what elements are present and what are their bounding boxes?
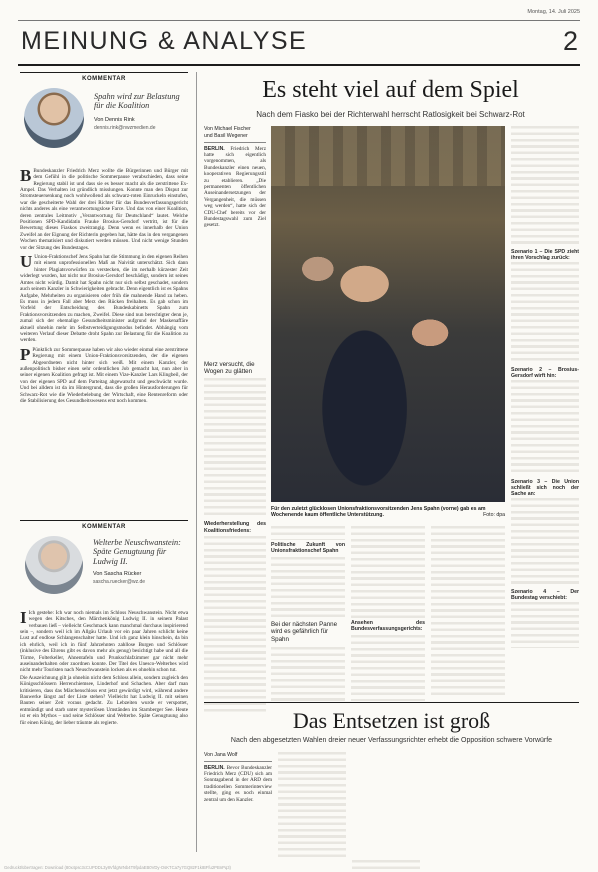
author-photo [25,536,83,594]
article-2-headline: Das Entsetzen ist groß [292,708,491,733]
article-lead: Friedrich Merz hatte sich eigentlich vorgenommen, als Bundeskanzler einen neuen, kooperativen Regierungsstil zu etablieren. „Die permanenten öffentlichen Auseinandersetzungen der Vergangenheit, die müssen weg werden“, hatte sich der CDU-Chef bereits vor der Bundestagswahl zum Ziel gesetzt. [204,145,266,229]
scenario-heading: Szenario 2 – Brosius-Gersdorf wirft hin: [511,366,579,380]
comment-1 [20,72,188,522]
scenario-heading: Szenario 1 – Die SPD zieht ihren Vorschlag zurück: [511,249,579,262]
photo-caption: Für den zuletzt glücklosen Unionsfraktionsvorsitzenden Jens Spahn (vorne) gab es am Wochenende kaum öffentliche Unterstützung. Foto: dpa [271,506,505,519]
dateline-city: BERLIN. [204,145,225,152]
article-subhead: Bei der nächsten Panne wird es gefährlich für Spahn [271,620,338,643]
print-footer: Gedruckt/übertragen: Download (80x4psc3cCUPDDL3y8VfdgNrNb4T9fpdaEB0VDy-OsKTCa7y7GQ82F1kIBFfu2PBnPq3) [4,865,231,870]
article-2-subheadline: Nach den abgesetzten Wahlen dreier neuer Verfassungsrichter erhebt die Opposition schwere Vorwürfe [230,737,553,744]
comment-kicker: KOMMENTAR [82,523,126,530]
article-byline: Von Jana Wolf [204,752,238,758]
scenario-heading: Szenario 4 – Der Bundestag verschiebt: [511,588,579,602]
comment-kicker: KOMMENTAR [82,75,126,82]
article-1-col-4 [431,526,505,696]
comment-title: Spahn wird zur Belastung für die Koalition [94,91,180,111]
dateline-city: BERLIN. [204,764,225,771]
article-subheadline: Nach dem Fiasko bei der Richterwahl herrscht Ratlosigkeit bei Schwarz-Rot [256,110,525,119]
author-photo [24,88,84,148]
comment-email[interactable]: dennis.rink@nwzmedien.de [94,124,156,131]
article-2-col-1 [204,752,272,861]
page-number: 2 [562,26,578,56]
article-subhead: Merz versucht, die Wogen zu glätten [204,360,255,375]
comment-2 [20,520,188,866]
comment-author: Von Sascha Rücker [93,571,142,578]
article-subhead: Politische Zukunft von Unionsfraktionschef Spahn [271,542,345,555]
article-lead: Bevor Bundeskanzler Friedrich Merz (CDU) sich am Sonntagabend in der ARD dem traditionellen Sommerinterview stellte, ging es noch einmal zentral um den Kanzler. [204,764,272,803]
scenario-heading: Szenario 3 – Die Union schließt sich noch der Sache an: [511,478,579,498]
article-1-col-2 [271,526,345,703]
photo-credit: Foto: dpa [483,512,505,519]
comment-title: Welterbe Neuschwanstein: Späte Genugtuung für Ludwig II. [93,537,181,566]
article-2-col-2 [278,752,346,860]
article-subhead: Ansehen des Bundesverfassungsgerichts: [351,620,425,633]
article-2-col-3 [352,860,420,872]
comment-body: B Bundeskanzler Friedrich Merz wollte die Bürgerinnen und Bürger mit dem Gefühl in die politische Sommerpause verabschieden, dass seine Regierung stabil ist und dass sie es besser macht als die zerstrittene Ex-Ampel. Das Verhalten ist gründlich misslungen. Konnte man den Disput zur Stromsteuersenkung noch wohlwollend als schwarz-roten Einruckeln einstufen, war die gescheiterte Wahl der drei Richter für das Bundesverfassungsgericht nichts anderes als eine verantwortungslose Farce. Und das von einer Koalition, deren zentrales Leitmotiv „Verantwortung für Deutschland“ lautet. Welche Positionen SPD-Kandidatin Frauke Brosius-Gersdorf vertritt, ist für die Bewertung dieses Fiaskos zweitrangig. Denn wenn es innerhalb der Union Zweifel an der Eignung der Richterin gegeben hat, hätte das in den vergangenen Wochen thematisiert und diskutiert werden müssen. Und nicht wenige Stunden vor der Sitzung des Bundestages. U Union-Fraktionschef Jens Spahn hat die Stimmung in den eigenen Reihen mit einem unprofessionellen Maß an Naivität unterschätzt. Sich dann hinter Plagiatsvorwürfen zu verstecken, die im nerhalb kürzester Zeit widerlegt wurden, hat nicht nur Brosius-Gersdorf beschädigt, sondern ist seines Amtes nicht würdig. Damit hat Spahn nicht nur sich selbst geschadet, sondern auch seinem Kanzler in Schwierigkeiten gebracht. Denn eigentlich ist es Spahns Aufgabe, Mehrheiten zu organisieren oder früh die mahnende Hand zu heben. Es muss in jedem Fall aber Merz den Rücken freihalten. Es gab schon im Vorfeld der Entscheidung des Bundeskabinetts Spahn zum Fraktionsvorsitzenden zu machen, Zweifel. Diese sind nun berechtigter denn je, zumal sich der ehemalige Gesundheitsminister aufgrund der Maskenaffäre aktuell ohnehin mehr im Selbstverteidigungsmodus befindet. Abhängig vom weiteren Verlauf dieser Debatte droht Spahn zur Belastung für die Koalition zu werden. P Pünktlich zur Sommerpause haben wir also wieder einmal eine zerstrittene Regierung mit einem Union-Fraktionsvorsitzenden, der die eigenen Abgeordneten nicht hinter sich weiß. Mit einem Kanzler, der außenpolitisch bisher einen sehr ordentlichen Job gemacht hat, nun aber in seiner eigenen Koalition gefragt ist. Mit einem Vize-Kanzler Lars Klingbeil, der von der eigenen SPD auf dem Parteitag abgewatscht und geschwächt wurde. Und bei alldem ist da im Hintergrund, dass die großen Herausforderungen für Schwarz-Rot wie die Wiederbelebung der Wirtschaft, eine Rentenreform oder die Stabilisierung des Gesundheitswesens erst noch kommen. [20,167,188,405]
comment-author: Von Dennis Rink [94,116,135,123]
article-headline: Es steht viel auf dem Spiel [262,77,519,103]
article-byline: Von Michael Fischer und Basil Wegener [204,126,251,139]
article-photo [271,126,505,502]
date-line: Montag, 14. Juli 2025 [527,9,580,15]
article-1-col-1 [204,126,266,714]
article-subhead: Wiederherstellung des Koalitionsfriedens: [204,521,266,534]
article-1-col-5 [511,126,579,648]
comment-body: I Ich gestehe: Ich war noch niemals im Schloss Neuschwanstein. Nicht etwa wegen des Kitsches, den Märchenkönig Ludwig II. in seinem Palast verbauen ließ – vielleicht Geschmack kann manchmal durchaus inspirierend sein –, sondern weil ich im Allgäu Urlaub vor ein paar Jahren schlicht keine Lust auf endlose Schlangenschalter hatte. Und ich ganz klein hinschein, da bin ich ehrlich, weil ich in fünf Jahrzehnten zahllose Burgen und Schlösser (inklusive des Ehrens gibt es davon mehr als genug) besichtigt habe und all die Türme, Folterkeller, Ahnentafeln und Prunkschlafzimmer gar nicht mehr auseinanderhalten oder zuordnen konnte. Der Titel des Unesco-Welterbes wird nicht mehr Touristen nach Neuschwanstein locken als es ohnehin schon tut. Die Auszeichnung gilt ja ohnehin nicht dem Schloss allein, sondern zugleich den Königsschlössern Herrenchiemsee, Linderhof und Schachen. Aber darf man kritisieren, dass das Märchenschloss erst jetzt gewürdigt wird, während andere Bauwerke längst auf der Liste stehen? Vielleicht hat Ludwig II. mit seinen Bauten seiner Zeit voraus gedacht. Zu Lebzeiten wurde er verspottet, entmündigt und starb unter mysteriösen Umständen im Starnberger See. Heute ist er ein Mythos – und seine Schlösser sind Welterbe. Späte Genugtuung also für einen König, der lieber träumte als regierte. [20,609,188,726]
comment-email[interactable]: sascha.ruecker@wz.de [93,579,146,586]
article-1-col-3 [351,526,425,701]
section-title: MEINUNG & ANALYSE [21,27,308,55]
